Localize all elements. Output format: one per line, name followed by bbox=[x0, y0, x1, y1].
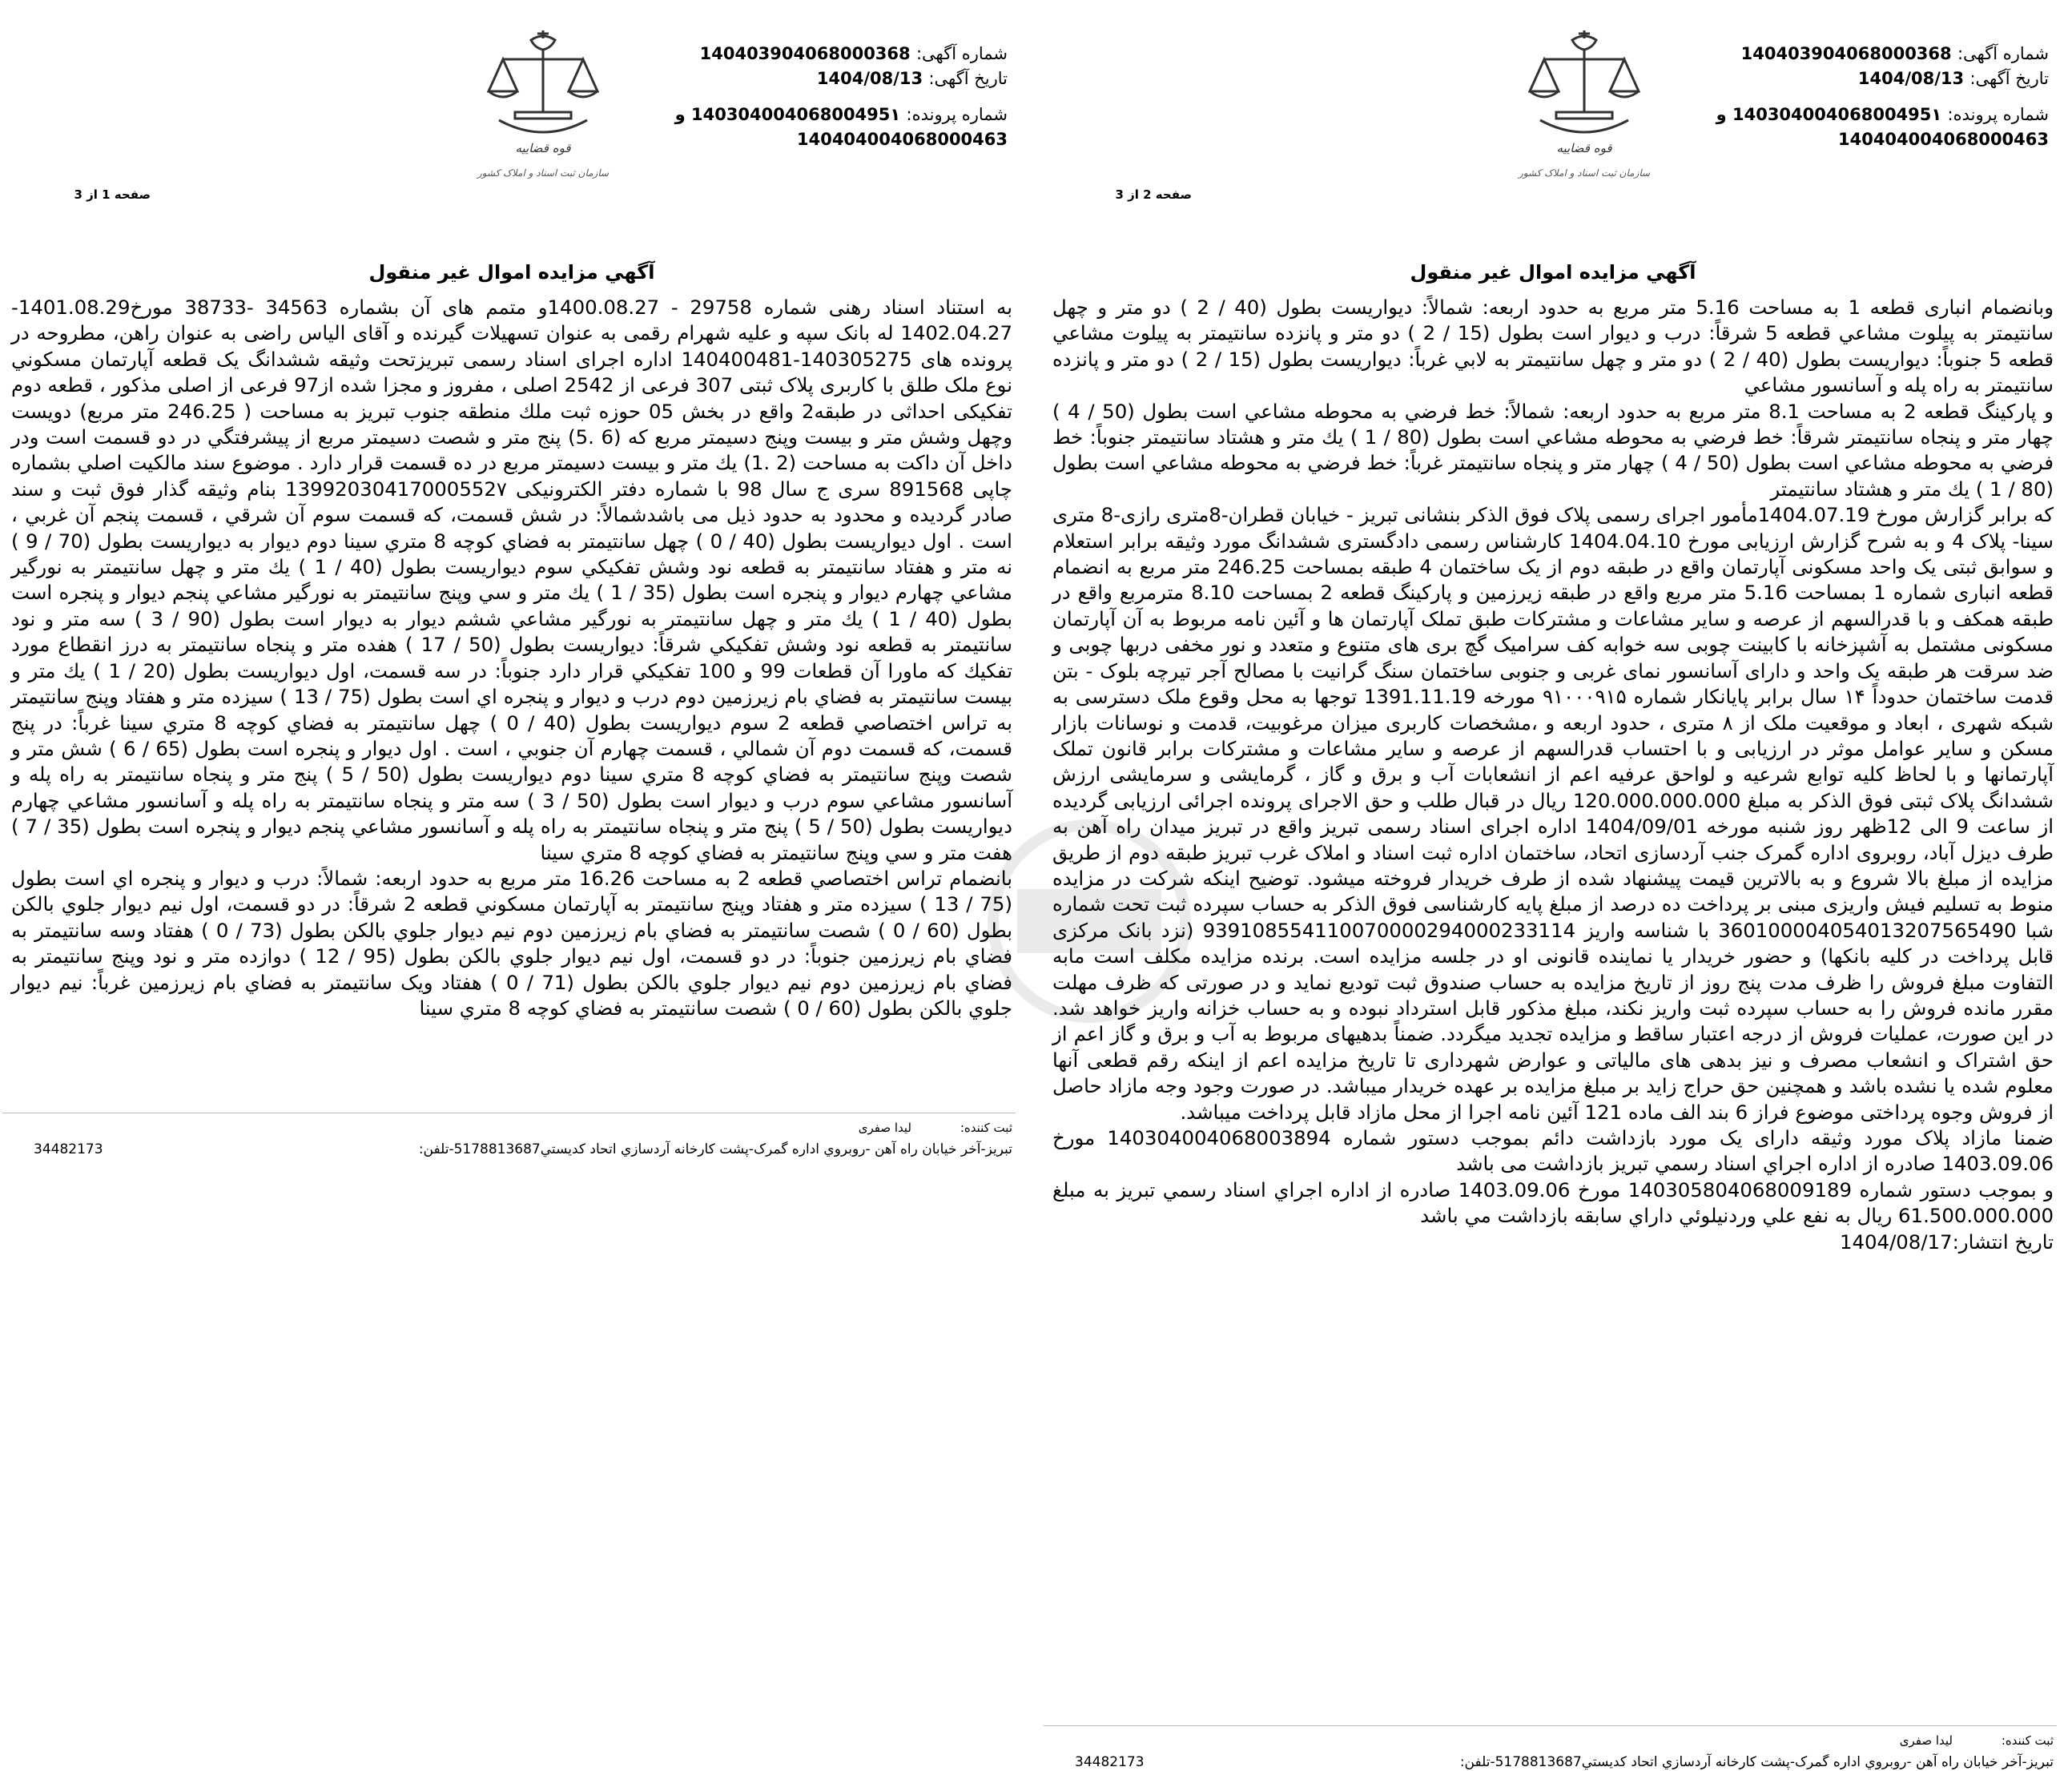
file-number-1: 14030400406800495۱ و bbox=[1716, 105, 1942, 124]
body-paragraph: كه برابر گزارش مورخ 1404.07.19مأمور اجرای رسمی پلاک فوق الذکر بنشانی تبریز - خیابان قطران-8متری رازی-8 متری سینا- پلاک 4 و به شرح گزارش ارزیابی مورخ 1404.04.10 کارشناس رسمی دادگستری ششدانگ مورد وثیقه برابر استعلام و سوابق ثبتی یک واحد مسکونی آپارتمان واقع در طبقه دوم از یک ساختمان 4 طبقه بمساحت 246.25 متر مربع به انضمام قطعه انباری شماره 1 بمساحت 5.16 متر مربع واقع در طبقه زیرزمین و پارکینگ قطعه 2 بمساحت 8.10 مترمربع واقع در طبقه همکف و با قدرالسهم از عرصه و سایر مشاعات و مشترکات طبق تملک آپارتمان ها و آئین نامه مربوط به آن آپارتمان مسکونی مشتمل به آشپزخانه با کابینت چوبی سه خوابه کف سرامیک گچ بری های متنوع و متعدد و نور مخفی دربها چوبی و ضد سرقت هر طبقه یک واحد و دارای آسانسور نمای غربی و جنوبی ساختمان سنگ گرانیت با مصالح آجر تیرچه بلوک - بتن قدمت ساختمان حدوداً ۱۴ سال برابر پایانکار شماره ۹۱۰۰۰۹۱۵ مورخه 1391.11.19 توجها به محل وقوع ملک دسترسی به شبکه شهری ، ابعاد و موقعیت ملک از ۸ متری ، حدود اربعه و ،مشخصات کاربری میزان مرغوبیت، قدمت و نوسانات بازار مسکن و سایر عوامل موثر در ارزیابی و با احتساب قدرالسهم از عرصه و سایر مشاعات و مشترکات برابر قانون تملک آپارتمانها و با لحاظ کلیه توابع شرعیه و لواحق عرفیه اعم از انشعابات آب و برق و گاز ، گرمایشی و سرمایشی ارزش ششدانگ پلاک ثبتی فوق الذکر به مبلغ 120.000.000.000 ریال در قبال طلب و حق الاجرای پرونده اجرائی ارزیابی گرديده از ساعت 9 الی 12ظهر روز شنبه مورخه 1404/09/01 اداره اجرای اسناد رسمی تبریز واقع در تبریز میدان راه آهن به طرف دیزل آباد، روبروی اداره گمرک جنب آردسازی اتحاد، ساختمان اداره ثبت اسناد و املاک غرب تبریز طبقه دوم از طریق مزایده از مبلغ بالا شروع و به بالاترین قیمت پیشنهاد شده از طرف خریدار فروخته میشود. توضیح اینکه شرکت در مزایده منوط به تسلیم فیش واریزی مبنی بر پرداخت ده درصد از مبلغ پایه کارشناسی فوق الذکر به حساب سپرده ثبت تحت شماره شبا 360100004054013207565490 با شناسه واریز 939108554110070000294000233114 (نزد بانک مرکزی قابل پرداخت در کلیه بانکها) و حضور خریدار یا نماینده قانونی او در جلسه مزایده است. برنده مزایده مکلف است مابه التفاوت مبلغ فروش را ظرف مدت پنج روز از تاریخ مزایده به حساب صندوق ثبت تودیع نماید و در صورتی که ظرف مهلت مقرر مانده فروش را به حساب سپرده ثبت واریز نکند، مبلغ مذکور قابل استرداد نبوده و به حساب خزانه واریز خواهد شد. در این صورت، عملیات فروش از درجه اعتبار ساقط و مزایده تجدید میگردد. ضمناً بدهیهای مربوط به آب و برق و گاز اعم از حق اشتراک و انشعاب مصرف و نیز بدهی های مالیاتی و عوارض شهرداری تا تاریخ مزایده اعم از اینکه رقم قطعی آنها معلوم شده یا نشده باشد و همچنین حق حراج زاید بر مبلغ مزایده بر عهده خریدار میباشد. در صورت وجود وجه مازاد حاصل از فروش وجوه پرداختی موضوع فراز 6 بند الف ماده 121 آئین نامه اجرا از محل مازاد قابل پرداخت میباشد. bbox=[1052, 503, 2054, 1124]
page-two bbox=[1041, 0, 2065, 1771]
office-phone: 34482173 bbox=[34, 1141, 103, 1157]
notice-body bbox=[1052, 295, 2054, 1255]
body-paragraph: به استناد اسناد رهنی شماره 29758 - 1400.08.27و متمم های آن بشماره 34563 -38733 مورخ1401.08.29-1402.04.27 له بانک سپه و علیه شهرام رقمی به عنوان تسهیلات گیرنده و آقای الیاس راضی به عنوان راهن، مطروحه در پرونده های 140305275-140400481 اداره اجرای اسناد رسمی تبریزتحت وثیقه ششدانگ یک قطعه آپارتمان مسکوني نوع ملک طلق با کاربری پلاک ثبتی 307 فرعی از 2542 اصلی ، مفروز و مجزا شده از97 فرعی از اصلی مذکور ، قطعه دوم تفکیکی احداثی در طبقه2 واقع در بخش 05 حوزه ثبت ملك منطقه جنوب تبريز به مساحت ( 246.25 متر مربع) دويست وچهل وشش متر و بيست وپنج دسيمتر مربع كه (6 .5) پنج متر و شصت دسيمتر مربع از پيشرفتگي در دو قسمت است ودر داخل آن داكت به مساحت (2 .1) يك متر و بيست دسيمتر مربع در ده قسمت قرار دارد . موضوع سند مالكيت اصلي بشماره چاپی 891568 سری ج سال 98 با شماره دفتر الکترونیکی 13992030417000552۷ بنام وثیقه گذار فوق ثبت و سند صادر گردیده و محدود به حدود ذيل می باشدشمالاً: در شش قسمت، كه قسمت سوم آن شرقي ، قسمت پنجم آن غربي ، است . اول ديواريست بطول (40 / 0 ) چهل سانتيمتر به فضاي كوچه 8 متري سينا دوم ديوار به ديواريست بطول (70 / 9 ) نه متر و هفتاد سانتيمتر به قطعه نود وشش تفكيكي سوم ديواريست بطول (40 / 1 ) يك متر و چهل سانتيمتر به نورگير مشاعي چهارم ديوار و پنجره است بطول (35 / 1 ) يك متر و سي وپنج سانتيمتر به نورگير مشاعي پنجم ديوار و پنجره است بطول (40 / 1 ) يك متر و چهل سانتيمتر به نورگير مشاعي ششم ديوار به ديوار است بطول (90 / 3 ) سه متر و نود سانتيمتر به قطعه نود وشش تفكيكي شرقاً: ديواريست بطول (50 / 17 ) هفده متر و پنجاه سانتيمتر به درز انقطاع مورد تفكيك كه ماورا آن قطعات 99 و 100 تفكيكي قرار دارد جنوباً: در سه قسمت، اول ديواريست بطول (20 / 1 ) يك متر و بيست سانتيمتر به فضاي بام زيرزمين دوم درب و ديوار و پنجره اي است بطول (75 / 13 ) سيزده متر و هفتاد وپنج سانتيمتر به تراس اختصاصي قطعه 2 سوم ديواريست بطول (40 / 0 ) چهل سانتيمتر به فضاي كوچه 8 متري سينا غرباً: در پنج قسمت، كه قسمت دوم آن شمالي ، قسمت چهارم آن جنوبي ، است . اول ديوار و پنجره است بطول (65 / 6 ) شش متر و شصت وپنج سانتيمتر به فضاي كوچه 8 متري سينا دوم ديواريست بطول (50 / 5 ) پنج متر و پنجاه سانتيمتر به راه پله و آسانسور مشاعي سوم درب و ديوار است بطول (50 / 3 ) سه متر و پنجاه سانتيمتر به راه پله و آسانسور مشاعي چهارم ديواريست بطول (50 / 5 ) پنج متر و پنجاه سانتيمتر به راه پله و آسانسور مشاعي پنجم ديوار و پنجره است بطول (35 / 7 ) هفت متر و سي وپنج سانتيمتر به فضاي كوچه 8 متري سينا bbox=[11, 296, 1013, 864]
ad-meta bbox=[663, 42, 1008, 152]
ad-number: 140403904068000368 bbox=[699, 44, 911, 63]
office-phone: 34482173 bbox=[1075, 1754, 1145, 1770]
file-number-2: 140404004068000463 bbox=[1837, 130, 2049, 149]
ad-meta bbox=[1704, 42, 2049, 152]
ad-date: 1404/08/13 bbox=[816, 69, 923, 88]
svg-text:قوه قضاییه: قوه قضاییه bbox=[515, 141, 571, 155]
page-header bbox=[0, 24, 1024, 208]
file-number-label: شماره پرونده: bbox=[1947, 105, 2049, 124]
office-address: تبريز-آخر خيابان راه آهن -روبروي اداره گمرک-پشت کارخانه آردسازي اتحاد کديستي5178813687-تلفن: bbox=[1459, 1754, 2054, 1770]
notice-title: آگهي مزايده اموال غير منقول bbox=[1410, 261, 1696, 284]
ad-number-label: شماره آگهی: bbox=[915, 44, 1008, 63]
page-indicator: صفحه 2 از 3 bbox=[1115, 187, 1192, 202]
page-indicator: صفحه 1 از 3 bbox=[74, 187, 151, 202]
judiciary-emblem-icon bbox=[1508, 24, 1660, 184]
registrar-name: لیدا صفری bbox=[858, 1121, 911, 1135]
registrar-name: لیدا صفری bbox=[1899, 1733, 1953, 1748]
judiciary-emblem-icon bbox=[467, 24, 619, 184]
body-paragraph: وبانضمام انباری قطعه 1 به مساحت 5.16 متر مربع به حدود اربعه: شمالاً: ديواريست بطول (40 / 2 ) دو متر و چهل سانتيمتر به پيلوت مشاعي قطعه 5 شرقاً: درب و ديوار است بطول (15 / 2 ) دو متر و پانزده سانتيمتر به پيلوت مشاعي قطعه 5 جنوباً: ديواريست بطول (40 / 2 ) دو متر و چهل سانتيمتر به لابي غرباً: ديواريست بطول (15 / 2 ) دو متر و پانزده سانتيمتر به راه پله و آسانسور مشاعي bbox=[1052, 296, 2054, 397]
svg-text:سازمان ثبت اسناد و املاک کشور: سازمان ثبت اسناد و املاک کشور bbox=[1518, 167, 1651, 179]
file-number-2: 140404004068000463 bbox=[796, 130, 1008, 149]
ad-date-label: تاریخ آگهی: bbox=[928, 69, 1008, 88]
registrar-footer bbox=[0, 1101, 1024, 1157]
body-paragraph: و پاركينگ قطعه 2 به مساحت 8.1 متر مربع به حدود اربعه: شمالاً: خط فرضي به محوطه مشاعي است بطول (50 / 4 ) چهار متر و پنجاه سانتيمتر شرقاً: خط فرضي به محوطه مشاعي است بطول (80 / 1 ) يك متر و هشتاد سانتيمتر جنوباً: خط فرضي به محوطه مشاعي است بطول (50 / 4 ) چهار متر و پنجاه سانتيمتر غرباً: خط فرضي به محوطه مشاعي است بطول (80 / 1 ) يك متر و هشتاد سانتيمتر bbox=[1052, 399, 2054, 501]
notice-title: آگهي مزايده اموال غير منقول bbox=[368, 261, 655, 284]
body-paragraph: ضمنا مازاد پلاک مورد وثیقه دارای یک مورد بازداشت دائم بموجب دستور شماره 140304004068003894 مورخ 1403.09.06 صادره از اداره اجراي اسناد رسمي تبريز بازداشت می باشد bbox=[1052, 1126, 2054, 1176]
page-header bbox=[1041, 24, 2065, 208]
ad-date: 1404/08/13 bbox=[1857, 69, 1965, 88]
file-number-1: 14030400406800495۱ و bbox=[674, 105, 901, 124]
file-number-label: شماره پرونده: bbox=[906, 105, 1008, 124]
divider bbox=[1044, 1725, 2057, 1726]
office-address: تبريز-آخر خيابان راه آهن -روبروي اداره گمرک-پشت کارخانه آردسازي اتحاد کديستي5178813687-تلفن: bbox=[418, 1141, 1012, 1157]
registrar-label: ثبت کننده: bbox=[960, 1121, 1012, 1135]
svg-text:سازمان ثبت اسناد و املاک کشور: سازمان ثبت اسناد و املاک کشور bbox=[477, 167, 610, 179]
publish-date: تاریخ انتشار:1404/08/17 bbox=[1840, 1230, 2054, 1254]
page-one bbox=[0, 0, 1024, 1771]
ad-number-label: شماره آگهی: bbox=[1957, 44, 2049, 63]
registrar-label: ثبت کننده: bbox=[2001, 1733, 2054, 1748]
body-paragraph: بانضمام تراس اختصاصي قطعه 2 به مساحت 16.26 متر مربع به حدود اربعه: شمالاً: درب و ديوار و پنجره اي است بطول (75 / 13 ) سيزده متر و هفتاد وپنج سانتيمتر به آپارتمان مسكوني قطعه 2 شرقاً: در دو قسمت، اول نيم ديوار جلوي بالكن بطول (60 / 0 ) شصت سانتيمتر به فضاي بام زيرزمين دوم نيم ديوار جلوي بالكن بطول (73 / 0 ) هفتاد وسه سانتيمتر به فضاي بام زيرزمين جنوباً: در دو قسمت، اول نيم ديوار جلوي بالكن بطول (95 / 12 ) دوازده متر و نود وپنج سانتيمتر به فضاي بام زيرزمين دوم نيم ديوار جلوي بالكن بطول (71 / 0 ) هفتاد ويک سانتيمتر به فضاي بام زيرزمين غرباً: نيم ديوار جلوي بالكن بطول (60 / 0 ) شصت سانتيمتر به فضاي كوچه 8 متري سينا bbox=[11, 866, 1013, 1020]
ad-date-label: تاریخ آگهی: bbox=[1969, 69, 2049, 88]
registrar-footer bbox=[1041, 1714, 2065, 1770]
svg-text:قوه قضاییه: قوه قضاییه bbox=[1556, 141, 1612, 155]
notice-body bbox=[11, 295, 1012, 1021]
ad-number: 140403904068000368 bbox=[1740, 44, 1952, 63]
body-paragraph: و بموجب دستور شماره 140305804068009189 مورخ 1403.09.06 صادره از اداره اجراي اسناد رسمي تبريز به مبلغ 61.500.000.000 ريال به نفع علي وردنيلوئي داراي سابقه بازداشت مي باشد bbox=[1052, 1177, 2054, 1228]
